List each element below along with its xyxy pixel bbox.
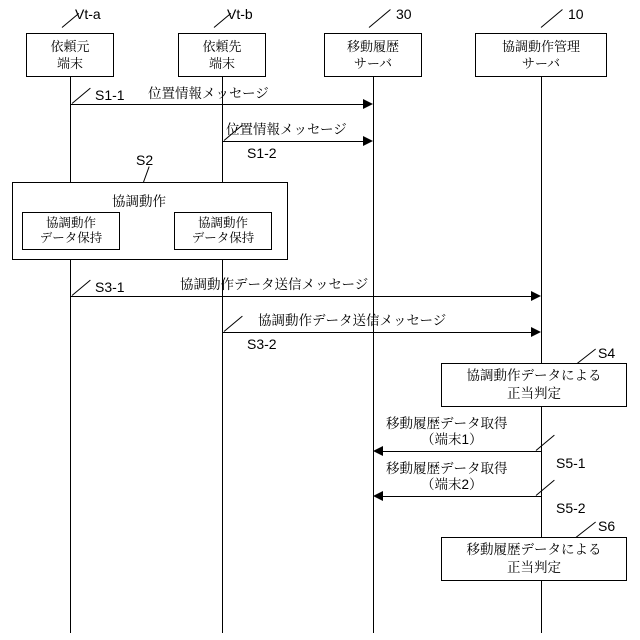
message-arrowhead-s5-2 [373, 491, 383, 501]
message-label-s5-1-line2: （端末1） [421, 432, 483, 447]
actor-label-server-30-line2: サーバ [353, 56, 393, 71]
step-tick-s1-1 [72, 88, 91, 104]
message-line-s5-2 [383, 496, 541, 497]
message-label-s5-1-line1: 移動履歴データ取得 [386, 416, 508, 431]
step-label-s5-2: S5-2 [556, 500, 586, 516]
message-label-s5-2-line1: 移動履歴データ取得 [386, 461, 508, 476]
message-arrowhead-s3-1 [531, 291, 541, 301]
process-box-vt-a-hold [22, 212, 120, 250]
step-label-s1-1: S1-1 [95, 87, 125, 103]
message-label-s1-2: 位置情報メッセージ [226, 122, 347, 137]
process-box-vt-b-hold [174, 212, 272, 250]
actor-box-vt-a [26, 33, 114, 77]
process-label-s6-line1: 移動履歴データによる [466, 542, 602, 557]
message-line-s3-1 [70, 296, 533, 297]
actor-box-server-10 [475, 33, 607, 77]
message-label-s5-2-line2: （端末2） [421, 477, 483, 492]
message-label-s1-1: 位置情報メッセージ [148, 86, 269, 101]
actor-label-vt-b-line1: 依頼先 [202, 39, 242, 54]
lifeline-vt-a [70, 33, 71, 633]
step-label-s3-2: S3-2 [247, 336, 277, 352]
process-label-s6-line2: 正当判定 [507, 560, 561, 575]
step-label-s3-1: S3-1 [95, 279, 125, 295]
process-label-vt-b-hold-line2: データ保持 [191, 231, 255, 245]
message-arrowhead-s3-2 [531, 327, 541, 337]
actor-label-server-10-line1: 協調動作管理 [501, 39, 580, 54]
actor-box-server-30 [324, 33, 422, 77]
message-arrowhead-s1-2 [363, 136, 373, 146]
lifeline-vt-b [222, 33, 223, 633]
actor-label-vt-a-line1: 依頼元 [50, 39, 90, 54]
lifeline-ref-server-30: 30 [396, 6, 412, 22]
process-label-s4-line1: 協調動作データによる [466, 368, 602, 383]
lifeline-ref-server-10: 10 [568, 6, 584, 22]
process-label-s4-line2: 正当判定 [507, 386, 561, 401]
actor-box-vt-b [178, 33, 266, 77]
step-label-s6: S6 [598, 518, 616, 534]
step-tick-s3-1 [72, 280, 91, 296]
message-label-s3-1: 協調動作データ送信メッセージ [180, 277, 369, 292]
lifeline-server-30 [373, 33, 374, 633]
actor-label-vt-a-line2: 端末 [56, 56, 83, 71]
message-arrowhead-s5-1 [373, 446, 383, 456]
step-label-s2: S2 [136, 152, 154, 168]
actor-label-vt-b-line2: 端末 [208, 56, 235, 71]
frame-title-s2: 協調動作 [112, 194, 166, 209]
message-arrowhead-s1-1 [363, 99, 373, 109]
process-label-vt-a-hold-line2: データ保持 [39, 231, 103, 245]
process-box-s6 [441, 537, 627, 581]
lifeline-ref-vt-a: Vt-a [75, 6, 101, 22]
step-label-s4: S4 [598, 345, 616, 361]
step-label-s1-2: S1-2 [247, 145, 277, 161]
message-line-s3-2 [222, 332, 533, 333]
message-line-s1-1 [70, 104, 365, 105]
process-label-vt-b-hold-line1: 協調動作 [197, 216, 248, 230]
step-tick-s5-2 [536, 480, 555, 496]
leader-line-server-10 [541, 9, 563, 28]
leader-line-server-30 [369, 9, 391, 28]
message-label-s3-2: 協調動作データ送信メッセージ [258, 313, 447, 328]
step-label-s5-1: S5-1 [556, 455, 586, 471]
message-line-s5-1 [383, 451, 541, 452]
process-box-s4 [441, 363, 627, 407]
actor-label-server-30-line1: 移動履歴 [346, 39, 399, 54]
lifeline-ref-vt-b: Vt-b [227, 6, 253, 22]
step-tick-s5-1 [536, 435, 555, 451]
message-line-s1-2 [222, 141, 365, 142]
step-tick-s3-2 [224, 316, 243, 332]
process-label-vt-a-hold-line1: 協調動作 [45, 216, 96, 230]
actor-label-server-10-line2: サーバ [521, 56, 561, 71]
